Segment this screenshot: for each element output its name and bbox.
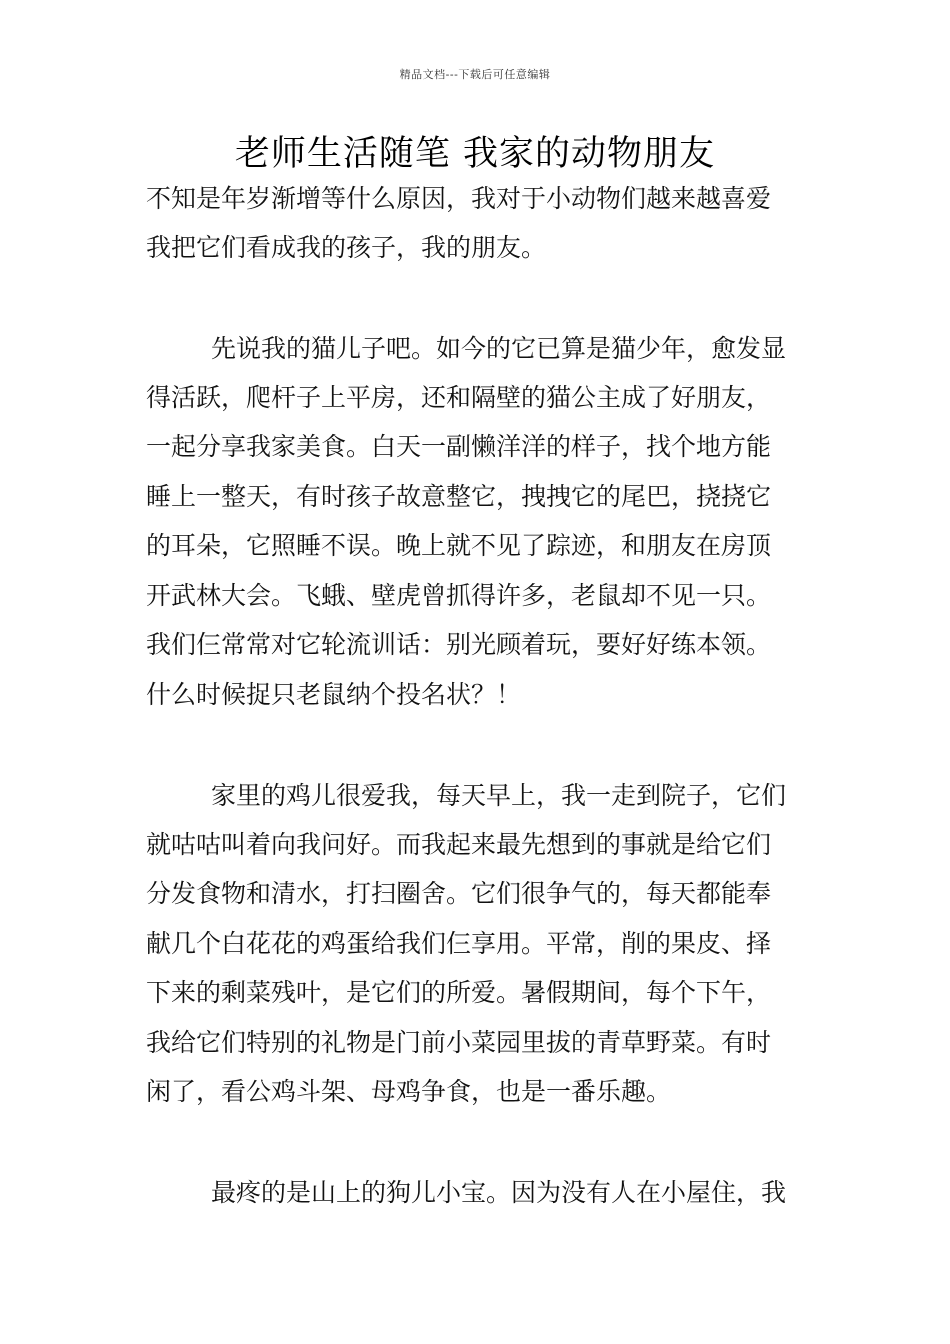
paragraph-2-line-5: 的耳朵，它照睡不误。晚上就不见了踪迹，和朋友在房顶 bbox=[146, 531, 772, 560]
paragraph-4-line-1: 最疼的是山上的狗儿小宝。因为没有人在小屋住，我 bbox=[211, 1178, 787, 1207]
paragraph-3-line-4: 献几个白花花的鸡蛋给我们仨享用。平常，削的果皮、择 bbox=[146, 929, 772, 958]
paragraph-2-line-1: 先说我的猫儿子吧。如今的它已算是猫少年，愈发显 bbox=[211, 334, 787, 363]
paragraph-2-line-4: 睡上一整天，有时孩子故意整它，拽拽它的尾巴，挠挠它 bbox=[146, 482, 772, 511]
document-title: 老师生活随笔 我家的动物朋友 bbox=[234, 134, 716, 174]
paragraph-2-line-6: 开武林大会。飞蛾、壁虎曾抓得许多，老鼠却不见一只。 bbox=[146, 581, 772, 610]
paragraph-2-line-8: 什么时候捉只老鼠纳个投名状？！ bbox=[146, 680, 522, 709]
paragraph-2-line-2: 得活跃，爬杆子上平房，还和隔壁的猫公主成了好朋友， bbox=[146, 383, 772, 412]
paragraph-3-line-2: 就咕咕叫着向我问好。而我起来最先想到的事就是给它们 bbox=[146, 830, 772, 859]
paragraph-2-line-7: 我们仨常常对它轮流训话：别光顾着玩，要好好练本领。 bbox=[146, 630, 772, 659]
paragraph-3-line-1: 家里的鸡儿很爱我，每天早上，我一走到院子，它们 bbox=[211, 781, 787, 810]
paragraph-3-line-3: 分发食物和清水，打扫圈舍。它们很争气的，每天都能奉 bbox=[146, 879, 772, 908]
page-header: 精品文档---下载后可任意编辑 bbox=[399, 68, 551, 81]
paragraph-3-line-5: 下来的剩菜残叶，是它们的所爱。暑假期间，每个下午， bbox=[146, 978, 772, 1007]
paragraph-1-line-1: 不知是年岁渐增等什么原因，我对于小动物们越来越喜爱 bbox=[146, 184, 772, 213]
paragraph-3-line-6: 我给它们特别的礼物是门前小菜园里拔的青草野菜。有时 bbox=[146, 1028, 772, 1057]
paragraph-3-line-7: 闲了，看公鸡斗架、母鸡争食，也是一番乐趣。 bbox=[146, 1077, 672, 1106]
paragraph-1-line-2: 我把它们看成我的孩子，我的朋友。 bbox=[146, 233, 547, 262]
paragraph-2-line-3: 一起分享我家美食。白天一副懒洋洋的样子，找个地方能 bbox=[146, 432, 772, 461]
